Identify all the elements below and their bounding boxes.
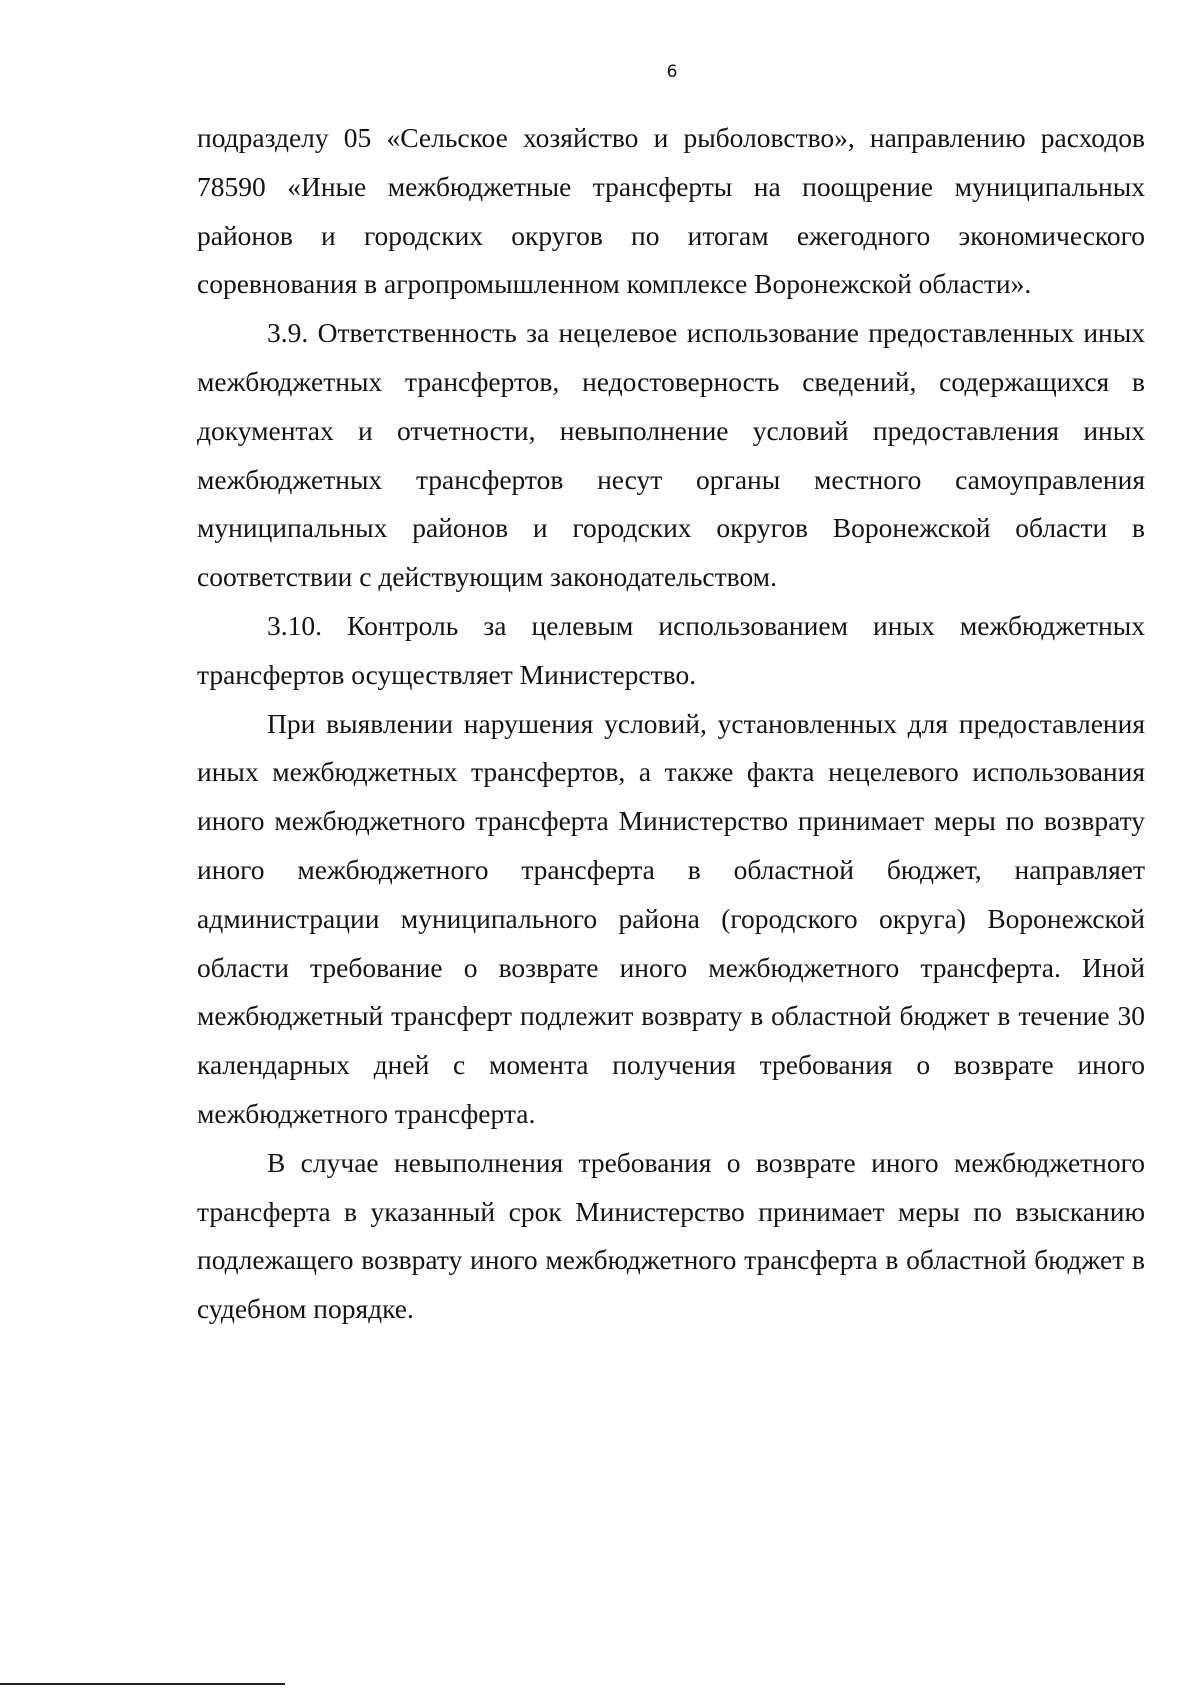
body-text bbox=[197, 114, 1145, 1334]
paragraph-judicial-recovery: В случае невыполнения требования о возврате иного межбюджетного трансферта в указанный срок Министерство принимает меры по взысканию подлежащего возврату иного межбюджетного трансферта в областной бюджет в судебном порядке. bbox=[197, 1146, 1145, 1325]
paragraph-3-9-responsibility: 3.9. Ответственность за нецелевое использование предоставленных иных межбюджетных трансфертов, недостоверность сведений, содержащихся в документах и отчетности, невыполнение условий предоставления иных межбюджетных трансфертов несут органы местного самоуправления муниципальных районов и городских округов Воронежской области в соответствии с действующим законодательством. bbox=[197, 317, 1145, 593]
paragraph-budget-subsection: подразделу 05 «Сельское хозяйство и рыболовство», направлению расходов 78590 «Иные межбюджетные трансферты на поощрение муниципальных районов и городских округов по итогам ежегодного экономического соревнования в агропромышленном комплексе Воронежской области». bbox=[197, 122, 1145, 300]
footer-divider bbox=[0, 1683, 285, 1685]
page-number: 6 bbox=[666, 62, 678, 82]
paragraph-3-10-control: 3.10. Контроль за целевым использованием иных межбюджетных трансфертов осуществляет Министерство. bbox=[197, 609, 1145, 690]
paragraph-violation-return: При выявлении нарушения условий, установленных для предоставления иных межбюджетных трансфертов, а также факта нецелевого использования иного межбюджетного трансферта Министерство принимает меры по возврату иного межбюджетного трансферта в областной бюджет, направляет администрации муниципального района (городского округа) Воронежской области требование о возврате иного межбюджетного трансферта. Иной межбюджетный трансферт подлежит возврату в областной бюджет в течение 30 календарных дней с момента получения требования о возврате иного межбюджетного трансферта. bbox=[197, 707, 1145, 1129]
